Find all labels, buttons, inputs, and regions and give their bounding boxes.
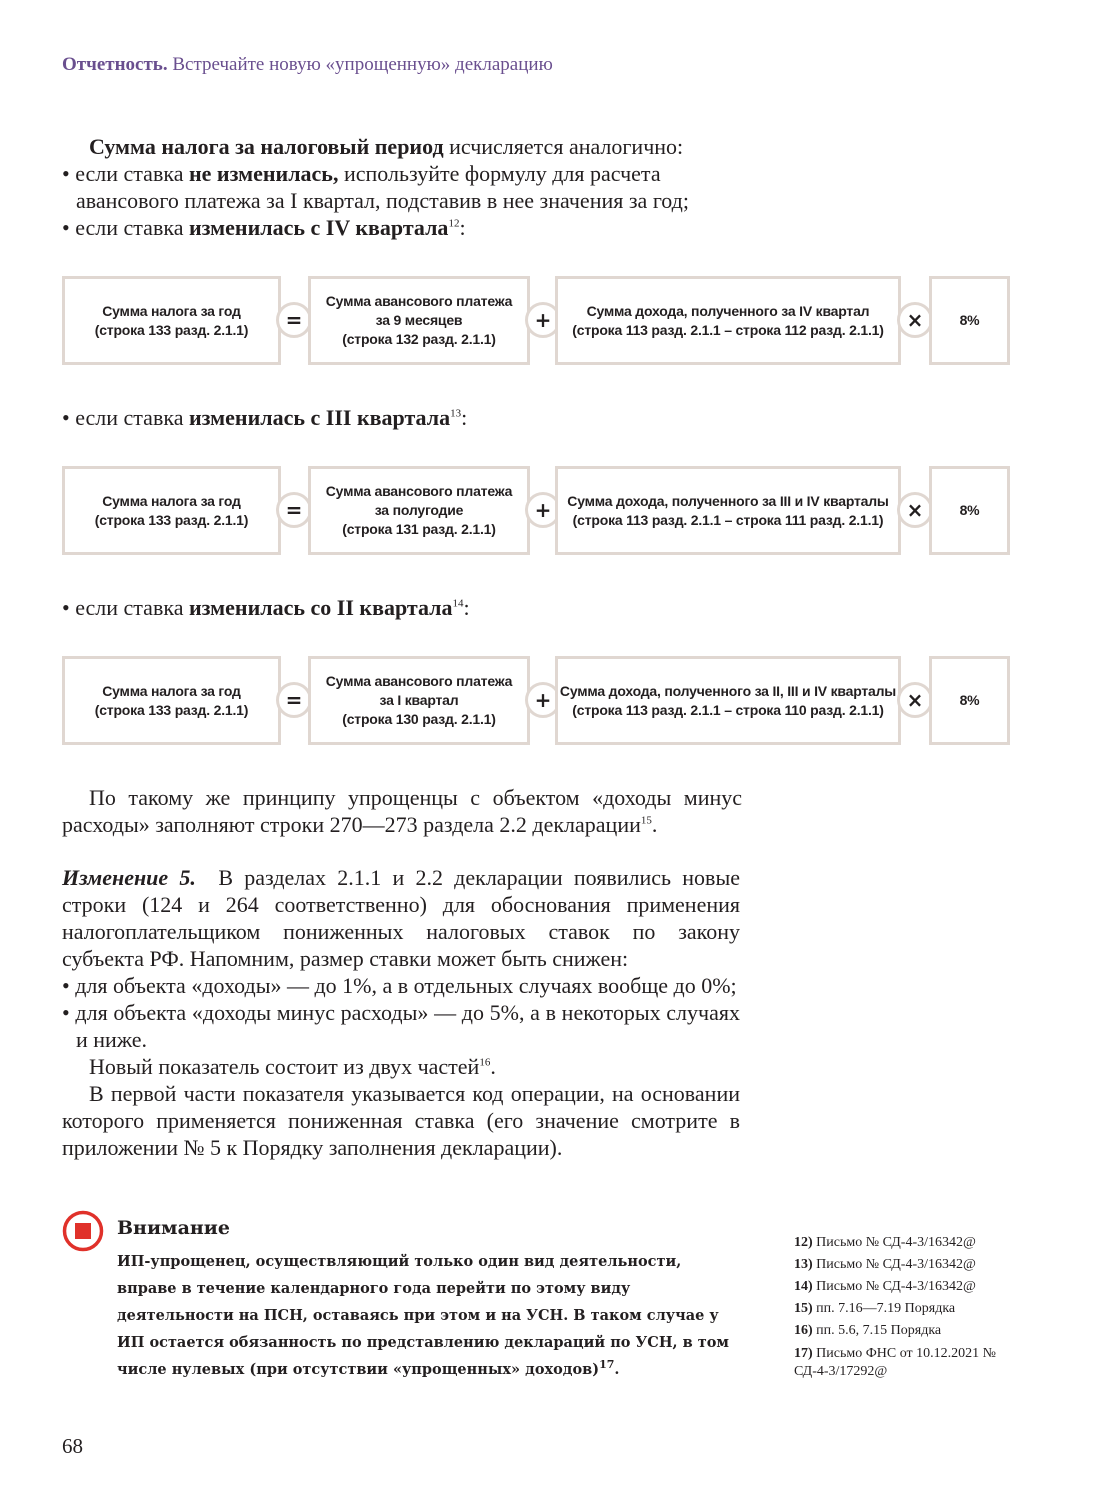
footnote [794,1298,1009,1320]
formula-rate-box [929,466,1010,555]
attention-text [117,1248,737,1383]
change5-label: Изменение 5. [62,865,196,890]
plus-icon: + [525,492,561,528]
formula-text: Сумма налога за год [102,682,241,699]
footnote-text: Письмо ФНС от 10.12.2021 № СД-4-3/17292@ [794,1346,997,1379]
formula-income-box [555,656,901,745]
intro-block [62,133,742,241]
formula-text: за I квартал [379,692,459,708]
multiply-icon: × [897,492,933,528]
intro-rest: исчисляется аналогично: [443,134,684,159]
bullet-text: если ставка [75,161,189,186]
bullet-bold: не изменилась, [188,161,339,186]
formula-text: Сумма дохода, полученного за II, III и IV кварталы [559,682,897,699]
formula-text: (строка 130 разд. 2.1.1) [342,711,496,727]
formula-income-box [555,276,901,365]
footnote-number: 12) [794,1235,813,1250]
footnote-ref: 12 [448,217,460,230]
formula-text: (строка 113 разд. 2.1.1 – строка 110 разд. 2.1.1) [572,701,884,718]
footnote-text: Письмо № СД-4-3/16342@ [816,1279,976,1294]
footnote-number: 14) [794,1279,813,1294]
formula-text: Сумма налога за год [102,492,241,509]
multiply-icon: × [897,682,933,718]
paragraph-two-parts [62,1053,740,1080]
formula-text: Сумма дохода, полученного за III и IV кварталы [567,492,889,509]
bullet-q2: • если ставка изменилась со II квартала$^{14}$: [62,595,470,620]
footnote-number: 16) [794,1323,813,1338]
formula-text: (строка 133 разд. 2.1.1) [94,701,249,718]
footnote [794,1320,1009,1342]
formula-text: (строка 133 разд. 2.1.1) [94,511,249,528]
bullet-text: : [459,215,466,240]
formula-q2 [62,656,1012,751]
intro-paragraph [62,133,742,160]
bullet-text: для объекта «доходы минус расходы» — до 5%, а в некоторых случаях и ниже. [75,1000,740,1052]
bullet-bold: изменилась с IV квартала [188,215,449,240]
header-title: Встречайте новую «упрощенную» декларацию [172,54,553,75]
footnotes [794,1232,1009,1381]
formula-rate-box [929,656,1010,745]
running-header [62,54,553,76]
paragraph-text: В разделах 2.1.1 и 2.2 декларации появились новые строки (124 и 264 соответственно) для обоснования применения налогоплательщиком пониженных налоговых ставок по закону субъекта РФ. Напомним, размер ставки может быть снижен: [62,865,740,971]
footnote-number: 15) [794,1301,813,1316]
formula-text: (строка 133 разд. 2.1.1) [94,321,249,338]
formula-result-box [62,276,281,365]
bullet-bold: изменилась с III квартала [188,405,451,430]
formula-text: Сумма авансового платежа [325,483,513,499]
attention-body: ИП-упрощенец, осуществляющий только один вид деятельности, вправе в течение календарного года перейти по этому виду деятельности на ПСН, оставаясь при этом и на УСН. В таком случае у ИП остается обязанность по представлению деклараций по УСН, в том числе нулевых (при отсутствии «упрощенных» доходов) [117,1253,730,1378]
formula-text: Сумма авансового платежа [325,293,513,309]
equals-icon: = [276,492,312,528]
footnote-text: Письмо № СД-4-3/16342@ [816,1257,976,1272]
footnote-ref: 13 [450,407,462,420]
paragraph-text: . [651,812,658,837]
stop-icon [62,1210,104,1252]
plus-icon: + [525,682,561,718]
change5-paragraph [62,864,740,972]
header-section: Отчетность. [62,54,168,75]
formula-text: Сумма авансового платежа [325,673,513,689]
paragraph-text: Новый показатель состоит из двух частей [89,1054,480,1079]
bullet-text: : [461,405,468,430]
bullet-text: : [463,595,470,620]
bullet-text: если ставка [75,405,189,430]
footnote-text: пп. 7.16—7.19 Порядка [816,1301,956,1316]
formula-advance-box [308,466,530,555]
attention-title: Внимание [117,1217,230,1239]
formula-q4 [62,276,1012,371]
formula-rate: 8% [959,312,980,328]
bullet-unchanged: • если ставка не изменилась, используйте формулу для расчета авансового платежа за I квартал, подставив в нее значения за год; [62,161,689,213]
multiply-icon: × [897,302,933,338]
bullet-text: если ставка [75,595,189,620]
formula-text: Сумма налога за год [102,302,241,319]
footnote-number: 17) [794,1346,813,1361]
paragraph-text: По такому же принципу упрощенцы с объектом «доходы минус расходы» заполняют строки 270—273 раздела 2.2 декларации [62,785,742,837]
principle-paragraph [62,784,742,838]
formula-advance-box [308,276,530,365]
paragraph-text: . [490,1054,496,1079]
footnote [794,1345,1009,1381]
plus-icon: + [525,302,561,338]
formula-text: за полугодие [374,502,464,518]
footnote-ref: 16 [479,1056,491,1069]
formula-text: (строка 113 разд. 2.1.1 – строка 111 разд. 2.1.1) [572,511,884,528]
paragraph-text: В первой части показателя указывается код операции, на основании которого применяется пониженная ставка (его значение смотрите в приложении № 5 к Порядку заполнения декларации). [62,1081,740,1160]
bullet-text: используйте формулу для расчета авансового платежа за I квартал, подставив в нее значения за год; [76,161,689,213]
footnote [794,1254,1009,1276]
formula-text: (строка 131 разд. 2.1.1) [342,521,496,537]
bullet-income: • для объекта «доходы» — до 1%, а в отдельных случаях вообще до 0%; [62,973,737,998]
formula-rate-box [929,276,1010,365]
change5-block [62,864,740,1161]
formula-text: за 9 месяцев [375,312,463,328]
formula-rate: 8% [959,692,980,708]
footnote-ref: 15 [640,814,652,827]
formula-text: (строка 132 разд. 2.1.1) [342,331,496,347]
formula-text: (строка 113 разд. 2.1.1 – строка 112 разд. 2.1.1) [572,321,884,338]
equals-icon: = [276,302,312,338]
bullet-q3: • если ставка изменилась с III квартала$^{13}$: [62,405,468,430]
intro-bold: Сумма налога за налоговый период [89,134,444,159]
footnote-ref: 14 [452,597,464,610]
bullet-text: если ставка [75,215,189,240]
footnote-text: пп. 5.6, 7.15 Порядка [816,1323,942,1338]
bullet-text: для объекта «доходы» — до 1%, а в отдельных случаях вообще до 0%; [75,973,737,998]
footnote-text: Письмо № СД-4-3/16342@ [816,1235,976,1250]
page-number: 68 [62,1434,83,1458]
bullet-bold: изменилась со II квартала [188,595,453,620]
formula-rate: 8% [959,502,980,518]
footnote-ref: 17 [599,1358,615,1372]
attention-body: . [614,1361,620,1378]
formula-result-box [62,656,281,745]
formula-income-box [555,466,901,555]
footnote-number: 13) [794,1257,813,1272]
formula-q3 [62,466,1012,561]
footnote [794,1276,1009,1298]
bullet-q4: • если ставка изменилась с IV квартала$^{12}$: [62,215,466,240]
footnote [794,1232,1009,1254]
formula-text: Сумма дохода, полученного за IV квартал [586,302,870,319]
formula-advance-box [308,656,530,745]
equals-icon: = [276,682,312,718]
bullet-income-expenses: • для объекта «доходы минус расходы» — до 5%, а в некоторых случаях и ниже. [62,1000,740,1052]
formula-result-box [62,466,281,555]
paragraph-first-part [62,1080,740,1161]
